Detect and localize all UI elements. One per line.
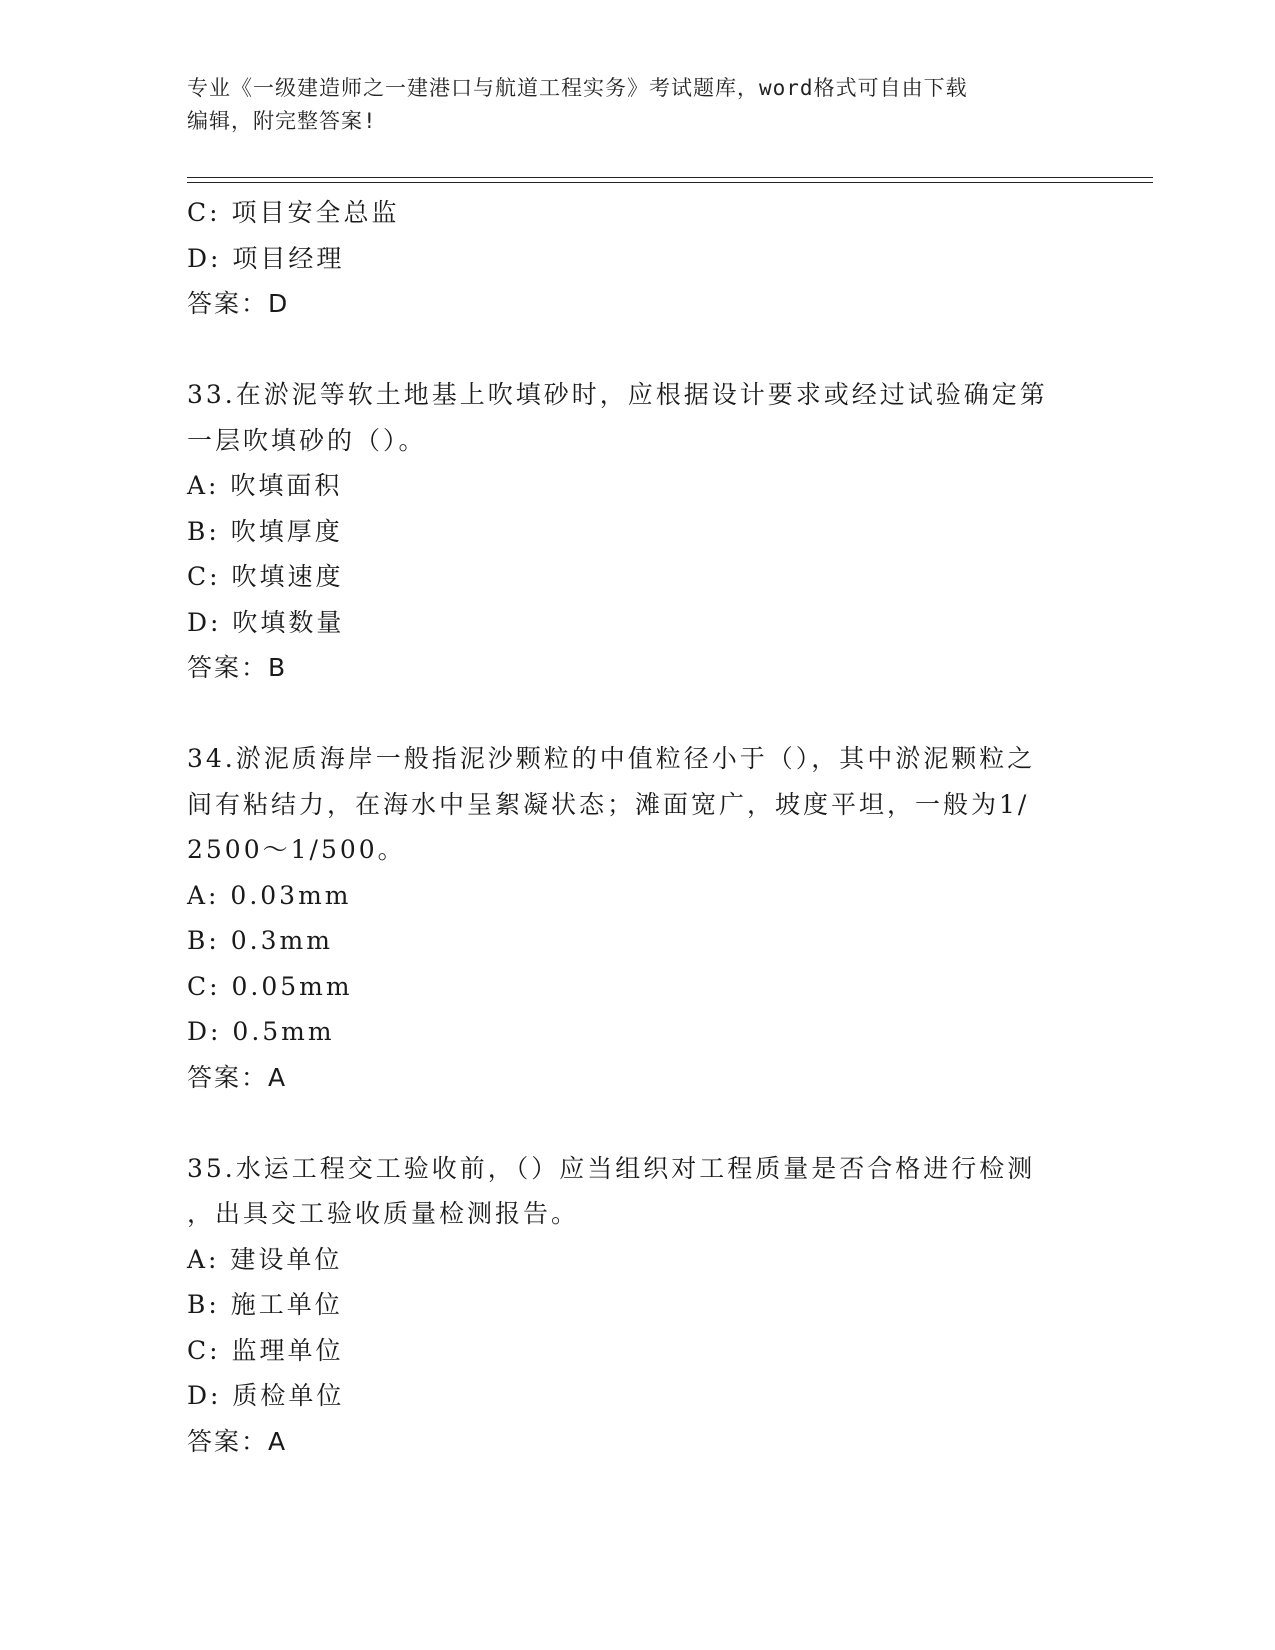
question-list: [187, 190, 1077, 1464]
option-a: A: 建设单位: [187, 1244, 343, 1274]
header-divider-bottom: [187, 182, 1153, 183]
question-stem: 33.在淤泥等软土地基上吹填砂时，应根据设计要求或经过试验确定第: [187, 380, 1048, 409]
option-d: D: 质检单位: [187, 1381, 345, 1410]
option-d: D: 0.5mm: [187, 1017, 335, 1046]
option-c: C: 监理单位: [187, 1335, 344, 1365]
question-stem: 2500～1/500。: [187, 835, 406, 864]
question-stem: ，出具交工验收质量检测报告。: [187, 1199, 580, 1228]
answer-line: 答案：D: [187, 289, 290, 318]
answer-line: 答案：A: [187, 1426, 288, 1456]
question-block-34: [187, 736, 1077, 1100]
question-block-35: [187, 1146, 1077, 1465]
option-b: B: 施工单位: [187, 1290, 343, 1319]
header-line-1: 专业《一级建造师之一建港口与航道工程实务》考试题库，word格式可自由下载: [187, 76, 968, 100]
option-d: D: 吹填数量: [187, 607, 345, 637]
question-block-33: [187, 372, 1077, 691]
header-line-2: 编辑，附完整答案!: [187, 109, 377, 133]
question-stem: 35.水运工程交工验收前，（）应当组织对工程质量是否合格进行检测: [187, 1153, 1036, 1183]
spacer: [187, 1100, 1077, 1146]
header-divider-top: [187, 177, 1153, 178]
option-c: C: 0.05mm: [187, 971, 353, 1001]
option-a: A: 吹填面积: [187, 471, 343, 500]
spacer: [187, 327, 1077, 373]
answer-line: 答案：B: [187, 653, 288, 682]
spacer: [187, 691, 1077, 737]
option-c: C: 项目安全总监: [187, 198, 400, 227]
option-b: B: 0.3mm: [187, 926, 333, 955]
option-b: B: 吹填厚度: [187, 516, 343, 546]
document-header: [187, 72, 1067, 138]
answer-line: 答案：A: [187, 1062, 288, 1092]
question-stem: 一层吹填砂的（）。: [187, 425, 427, 455]
question-stem: 间有粘结力，在海水中呈絮凝状态；滩面宽广，坡度平坦，一般为1/: [187, 789, 1030, 819]
question-stem: 34.淤泥质海岸一般指泥沙颗粒的中值粒径小于（），其中淤泥颗粒之: [187, 744, 1036, 773]
option-a: A: 0.03mm: [187, 880, 352, 910]
option-d: D: 项目经理: [187, 243, 345, 273]
question-block-prev: [187, 190, 1077, 327]
option-c: C: 吹填速度: [187, 562, 344, 591]
